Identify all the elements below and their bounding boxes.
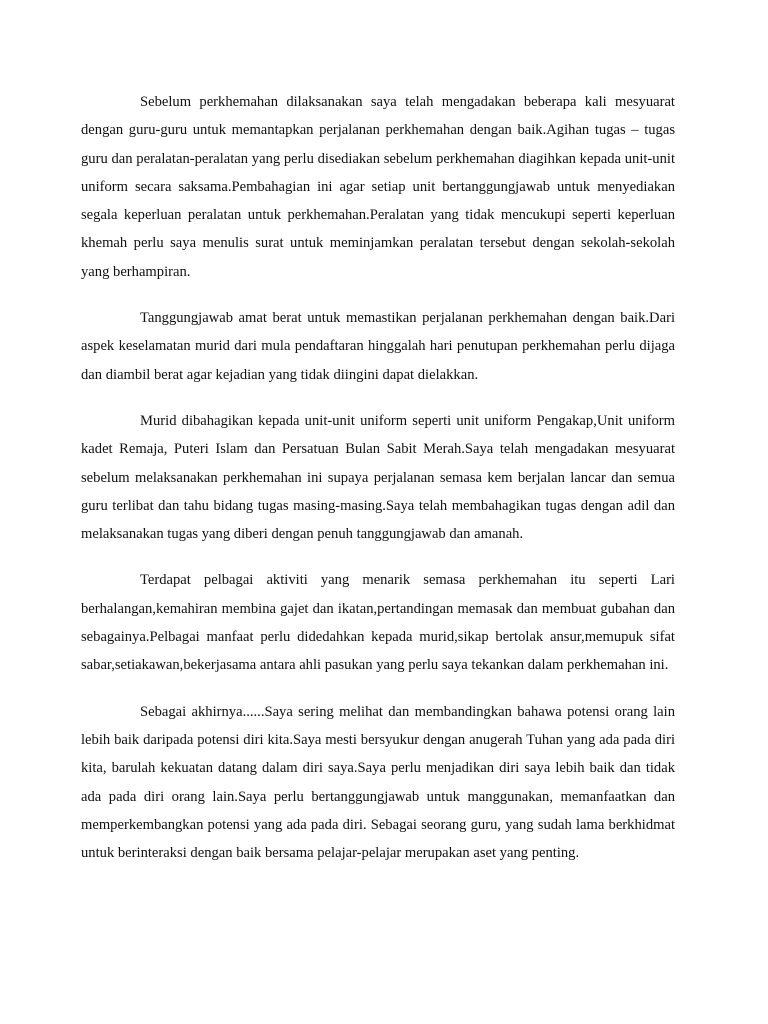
paragraph-1: Sebelum perkhemahan dilaksanakan saya telah mengadakan beberapa kali mesyuarat dengan guru-guru untuk memantapkan perjalanan perkhemahan dengan baik.Agihan tugas – tugas guru dan peralatan-peralatan yang perlu disediakan sebelum perkhemahan diagihkan kepada unit-unit uniform secara saksama.Pembahagian ini agar setiap unit bertanggungjawab untuk menyediakan segala keperluan peralatan untuk perkhemahan.Peralatan yang tidak mencukupi seperti keperluan khemah perlu saya menulis surat untuk meminjamkan peralatan tersebut dengan sekolah-sekolah yang berhampiran. bbox=[81, 94, 675, 280]
document-page bbox=[81, 88, 675, 885]
paragraph-2: Tanggungjawab amat berat untuk memastikan perjalanan perkhemahan dengan baik.Dari aspek keselamatan murid dari mula pendaftaran hinggalah hari penutupan perkhemahan perlu dijaga dan diambil berat agar kejadian yang tidak diingini dapat dielakkan. bbox=[81, 310, 675, 383]
paragraph-4: Terdapat pelbagai aktiviti yang menarik semasa perkhemahan itu seperti Lari berhalangan,kemahiran membina gajet dan ikatan,pertandingan memasak dan membuat gubahan dan sebagainya.Pelbagai manfaat perlu didedahkan kepada murid,sikap bertolak ansur,memupuk sifat sabar,setiakawan,bekerjasama antara ahli pasukan yang perlu saya tekankan dalam perkhemahan ini. bbox=[81, 572, 675, 674]
paragraph-3: Murid dibahagikan kepada unit-unit uniform seperti unit uniform Pengakap,Unit uniform kadet Remaja, Puteri Islam dan Persatuan Bulan Sabit Merah.Saya telah mengadakan mesyuarat sebelum melaksanakan perkhemahan ini supaya perjalanan semasa kem berjalan lancar dan semua guru terlibat dan tahu bidang tugas masing-masing.Saya telah membahagikan tugas dengan adil dan melaksanakan tugas yang diberi dengan penuh tanggungjawab dan amanah. bbox=[81, 412, 675, 543]
paragraph-5: Sebagai akhirnya......Saya sering melihat dan membandingkan bahawa potensi orang lain lebih baik daripada potensi diri kita.Saya mesti bersyukur dengan anugerah Tuhan yang ada pada diri kita, barulah kekuatan datang dalam diri saya.Saya perlu menjadikan diri saya lebih baik dan tidak ada pada diri orang lain.Saya perlu bertanggungjawab untuk manggunakan, memanfaatkan dan memperkembangkan potensi yang ada pada diri. Sebagai seorang guru, yang sudah lama berkhidmat untuk berinteraksi dengan baik bersama pelajar-pelajar merupakan aset yang penting. bbox=[81, 703, 675, 862]
